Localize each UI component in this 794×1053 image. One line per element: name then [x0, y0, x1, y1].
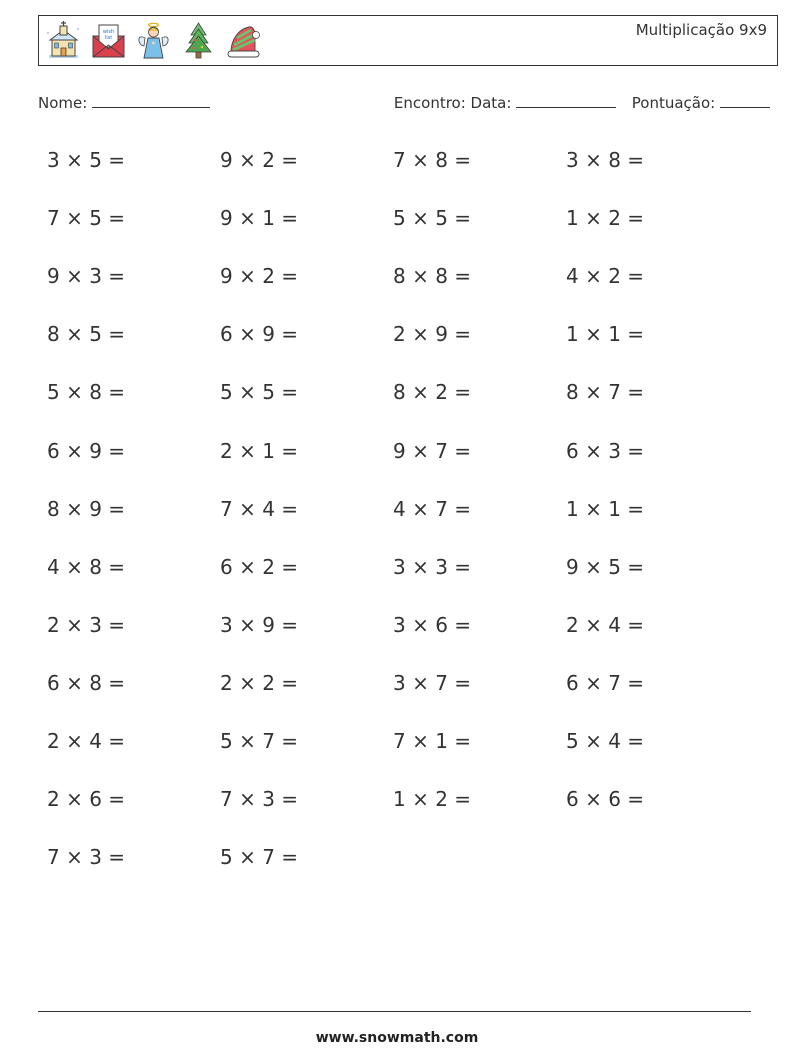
problem-item: 3 × 8 =	[566, 148, 645, 172]
problem-item: 8 × 5 =	[47, 322, 126, 347]
problem-item: 5 × 7 =	[220, 845, 299, 870]
problem-item: 7 × 4 =	[220, 496, 299, 521]
name-field	[38, 93, 210, 112]
problem-item: 3 × 6 =	[393, 612, 472, 637]
problem-item: 9 × 3 =	[47, 264, 126, 289]
problem-item: 7 × 8 =	[393, 148, 472, 172]
problem-item: 6 × 6 =	[566, 787, 645, 812]
name-blank	[92, 93, 210, 108]
problem-item: 2 × 2 =	[220, 670, 299, 695]
header-icons	[45, 21, 262, 61]
problem-item: 3 × 7 =	[393, 670, 472, 695]
problem-item: 3 × 9 =	[220, 612, 299, 637]
problem-item: 9 × 2 =	[220, 264, 299, 289]
problem-item: 3 × 5 =	[47, 148, 126, 172]
problem-item: 2 × 9 =	[393, 322, 472, 347]
problem-item: 2 × 3 =	[47, 612, 126, 637]
problem-item: 8 × 8 =	[393, 264, 472, 289]
problem-item: 7 × 5 =	[47, 206, 126, 231]
problem-item: 7 × 1 =	[393, 729, 472, 753]
problem-item: 1 × 2 =	[393, 787, 472, 812]
christmas-tree-icon	[180, 21, 217, 61]
problem-item: 7 × 3 =	[220, 787, 299, 812]
problem-item: 8 × 2 =	[393, 380, 472, 405]
problem-item: 8 × 7 =	[566, 380, 645, 405]
problem-item: 9 × 7 =	[393, 438, 472, 463]
problem-item: 6 × 3 =	[566, 438, 645, 463]
score-label: Pontuação:	[631, 94, 716, 112]
angel-icon	[135, 21, 172, 61]
problem-item: 6 × 9 =	[220, 322, 299, 347]
problem-item: 6 × 8 =	[47, 670, 126, 695]
problem-item: 4 × 7 =	[393, 496, 472, 521]
wish-list-envelope-icon	[90, 21, 127, 61]
church-icon	[45, 21, 82, 61]
problem-item: 9 × 1 =	[220, 206, 299, 231]
problem-item: 6 × 9 =	[47, 438, 126, 463]
santa-hat-icon	[225, 21, 262, 61]
problem-item: 3 × 3 =	[393, 554, 472, 579]
problem-item: 6 × 2 =	[220, 554, 299, 579]
problem-item: 6 × 7 =	[566, 670, 645, 695]
problem-item: 4 × 2 =	[566, 264, 645, 289]
problem-item: 8 × 9 =	[47, 496, 126, 521]
problem-item: 2 × 6 =	[47, 787, 126, 812]
problem-item: 7 × 3 =	[47, 845, 126, 870]
score-blank	[720, 93, 770, 108]
problem-item: 9 × 5 =	[566, 554, 645, 579]
encounter-date-label: Encontro: Data:	[393, 94, 512, 112]
worksheet-title: Multiplicação 9x9	[635, 21, 767, 39]
name-label: Nome:	[38, 94, 88, 112]
worksheet-header	[38, 15, 778, 66]
problem-item: 5 × 5 =	[393, 206, 472, 231]
problem-item: 5 × 5 =	[220, 380, 299, 405]
wish-text: wish	[102, 29, 115, 35]
problem-item: 5 × 7 =	[220, 729, 299, 753]
date-blank	[516, 93, 616, 108]
footer-divider	[38, 1011, 751, 1012]
problem-item: 4 × 8 =	[47, 554, 126, 579]
footer-site: www.snowmath.com	[315, 1030, 479, 1046]
list-text: list	[104, 35, 113, 41]
problem-item: 2 × 1 =	[220, 438, 299, 463]
problem-item: 2 × 4 =	[47, 729, 126, 753]
problem-item: 1 × 1 =	[566, 322, 645, 347]
problem-item: 5 × 4 =	[566, 729, 645, 753]
problem-item: 1 × 1 =	[566, 496, 645, 521]
problem-item: 1 × 2 =	[566, 206, 645, 231]
encounter-score-fields	[394, 93, 770, 112]
problem-item: 2 × 4 =	[566, 612, 645, 637]
problem-item: 5 × 8 =	[47, 380, 126, 405]
problem-item: 9 × 2 =	[220, 148, 299, 172]
